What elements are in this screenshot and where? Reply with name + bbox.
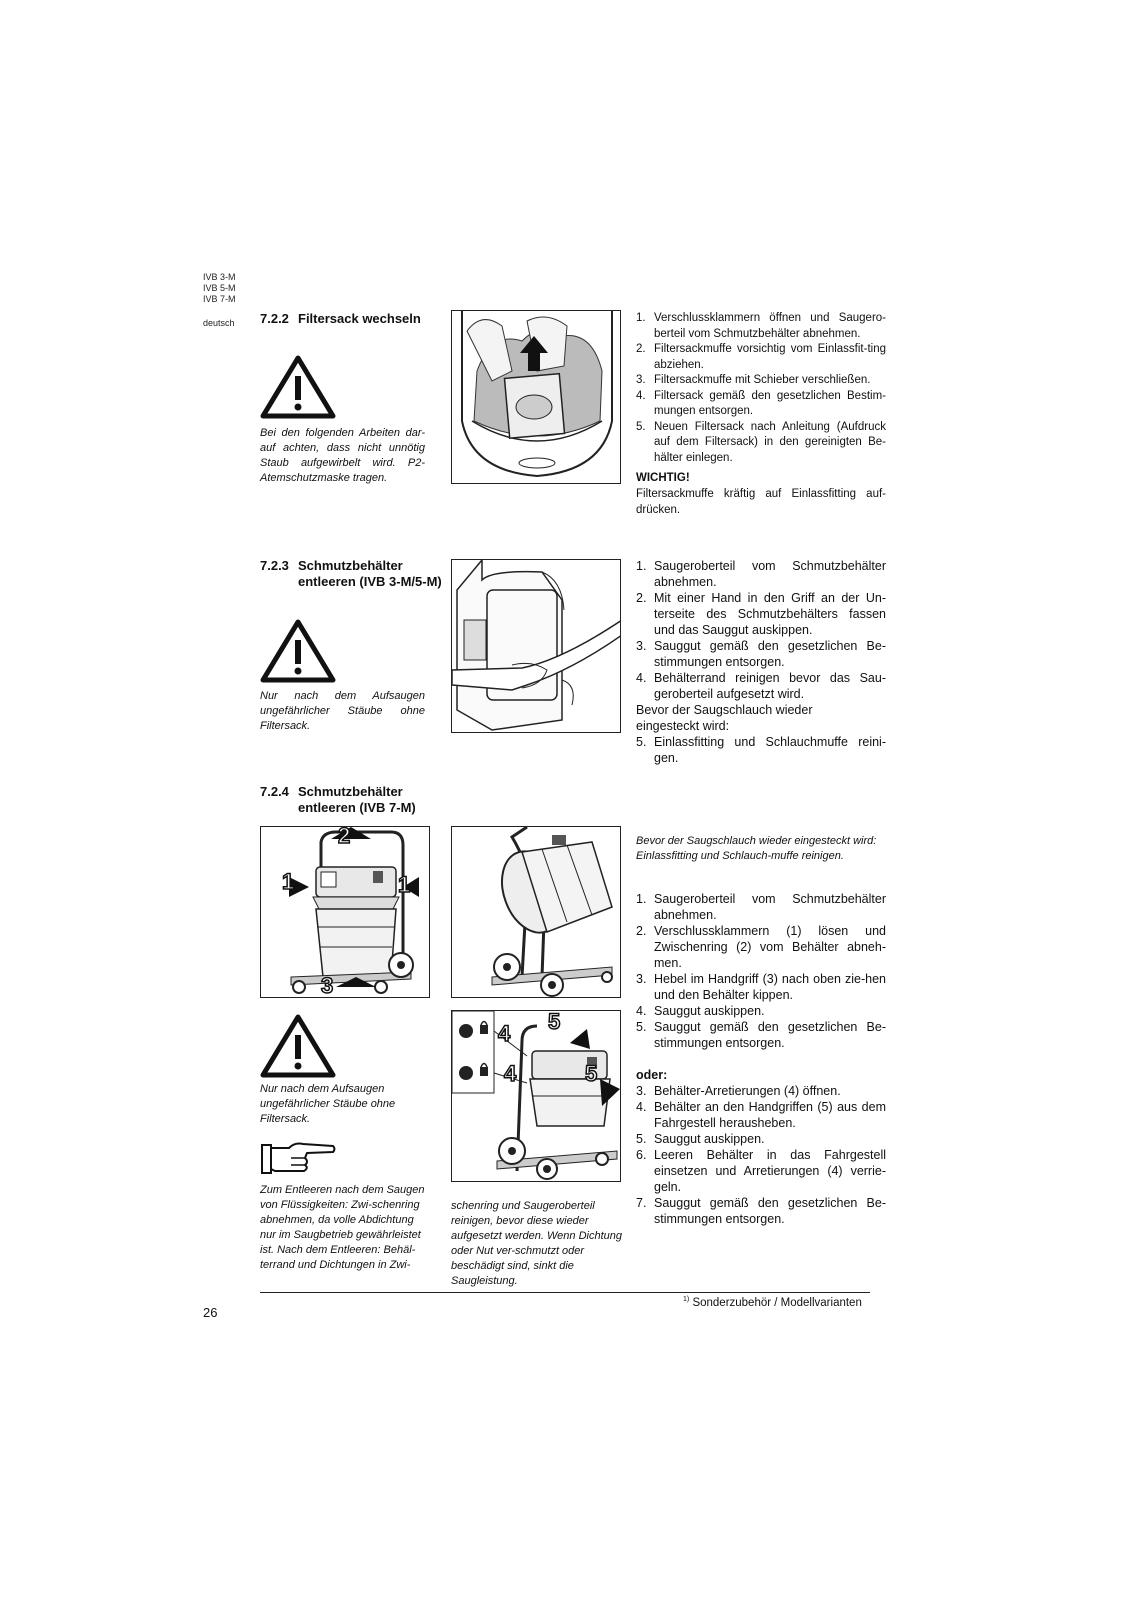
steps-722 <box>636 311 886 466</box>
callout-label: 1 <box>282 869 295 894</box>
warning-note: Bei den folgenden Arbeiten dar-auf achten, dass nicht unnötig Staub aufgewirbelt wird. P2-Atemschutzmaske tragen. <box>260 427 425 484</box>
warning-icon <box>260 354 336 420</box>
list-item: 4. Behälterrand reinigen bevor das Sau-geroberteil aufgesetzt wird. <box>636 671 886 701</box>
section-heading-723: 7.2.3 Schmutzbehälter entleeren (IVB 3-M/5-M) <box>260 558 442 589</box>
warning-note: Nur nach dem Aufsaugen ungefährlicher Stäube ohne Filtersack. <box>260 1083 396 1125</box>
important-text: Filtersackmuffe kräftig auf Einlassfitting auf-drücken. <box>636 488 886 516</box>
list-item: 5. Sauggut gemäß den gesetzlichen Be-stimmungen entsorgen. <box>636 1020 886 1050</box>
figure-ivb7-tilted <box>451 826 621 998</box>
list-item: 7. Sauggut gemäß den gesetzlichen Be-stimmungen entsorgen. <box>636 1196 886 1226</box>
callout-label: 3 <box>321 973 334 998</box>
language-label: deutsch <box>203 318 235 328</box>
steps-724-b <box>636 1083 886 1227</box>
intro-note: Bevor der Saugschlauch wieder eingesteckt wird: Einlassfitting und Schlauch-muffe reinigen. <box>636 835 877 862</box>
list-item: 3. Filtersackmuffe mit Schieber verschließen. <box>636 374 871 386</box>
list-item: 1. Saugeroberteil vom Schmutzbehälter abnehmen. <box>636 892 886 922</box>
warning-icon <box>260 618 336 684</box>
steps-723-block <box>636 558 886 766</box>
steps-723-b <box>636 734 886 766</box>
section-heading-724: 7.2.4 Schmutzbehälter entleeren (IVB 7-M) <box>260 784 416 815</box>
figure-container-empty <box>451 559 621 733</box>
list-item: 5. Neuen Filtersack nach Anleitung (Aufdruck auf dem Filtersack) in den gereinigten Be-hälter einlegen. <box>636 420 886 464</box>
callout-label: 5 <box>585 1061 598 1086</box>
list-item: 4. Behälter an den Handgriffen (5) aus dem Fahrgestell herausheben. <box>636 1100 886 1130</box>
list-item: 3. Sauggut gemäß den gesetzlichen Be-stimmungen entsorgen. <box>636 639 886 669</box>
model-list <box>203 272 236 305</box>
footer-rule <box>260 1292 870 1293</box>
warning-icon <box>260 1013 336 1079</box>
callout-label: 2 <box>338 826 351 848</box>
steps-724-a <box>636 891 886 1051</box>
list-item: 2. Mit einer Hand in den Griff an der Un-terseite des Schmutzbehälters fassen und das Sauggut auskippen. <box>636 591 886 637</box>
list-item: 2. Verschlussklammern (1) lösen und Zwischenring (2) vom Behälter abneh-men. <box>636 924 886 970</box>
callout-label: 1 <box>398 872 411 897</box>
steps-723 <box>636 558 886 702</box>
list-item: 3. Behälter-Arretierungen (4) öffnen. <box>636 1084 841 1098</box>
list-item: 2. Filtersackmuffe vorsichtig vom Einlassfit-ting abziehen. <box>636 343 886 371</box>
footnote: $^{1)}$ Sonderzubehör / Modellvarianten <box>683 1296 862 1309</box>
figure-filter-bag <box>451 310 621 484</box>
figure-ivb7-clamps <box>260 826 430 998</box>
list-item: 4. Sauggut auskippen. <box>636 1004 765 1018</box>
list-item: 1. Saugeroberteil vom Schmutzbehälter abnehmen. <box>636 559 886 589</box>
warning-note: Nur nach dem Aufsaugen ungefährlicher Stäube ohne Filtersack. <box>260 690 425 732</box>
before-text: Bevor der Saugschlauch wieder eingesteckt wird: <box>636 703 813 733</box>
model-label: IVB 5-M <box>203 283 236 293</box>
callout-label: 4 <box>504 1061 517 1086</box>
callout-label: 4 <box>498 1021 511 1046</box>
list-item: 4. Filtersack gemäß den gesetzlichen Bestim-mungen entsorgen. <box>636 389 886 417</box>
list-item: 6. Leeren Behälter in das Fahrgestell einsetzen und Arretierungen (4) verrie-geln. <box>636 1148 886 1194</box>
figure-ivb7-locks <box>451 1010 621 1182</box>
model-label: IVB 7-M <box>203 294 236 304</box>
seal-note: schenring und Saugeroberteil reinigen, bevor diese wieder aufgesetzt werden. Wenn Dichtung oder Nut ver-schmutzt oder beschädigt sind, sinkt die Saugleistung. <box>451 1200 623 1287</box>
list-item: 5. Sauggut auskippen. <box>636 1132 765 1146</box>
list-item: 5. Einlassfitting und Schlauchmuffe reini-gen. <box>636 735 886 765</box>
oder-label: oder: <box>636 1068 668 1082</box>
page-number: 26 <box>203 1305 218 1320</box>
pointing-hand-icon <box>261 1140 337 1176</box>
list-item: 1. Verschlussklammern öffnen und Saugero-berteil vom Schmutzbehälter abnehmen. <box>636 312 886 340</box>
important-label: WICHTIG! <box>636 472 690 484</box>
model-label: IVB 3-M <box>203 272 236 282</box>
callout-label: 5 <box>548 1010 561 1034</box>
list-item: 3. Hebel im Handgriff (3) nach oben zie-hen und den Behälter kippen. <box>636 972 886 1002</box>
liquid-note: Zum Entleeren nach dem Saugen von Flüssigkeiten: Zwi-schenring abnehmen, da volle Abdichtung nur im Saugbetrieb gewährleistet ist. Nach dem Entleeren: Behäl-terrand und Dichtungen in Zwi- <box>260 1184 425 1271</box>
section-heading-722: 7.2.2 Filtersack wechseln <box>260 311 421 326</box>
